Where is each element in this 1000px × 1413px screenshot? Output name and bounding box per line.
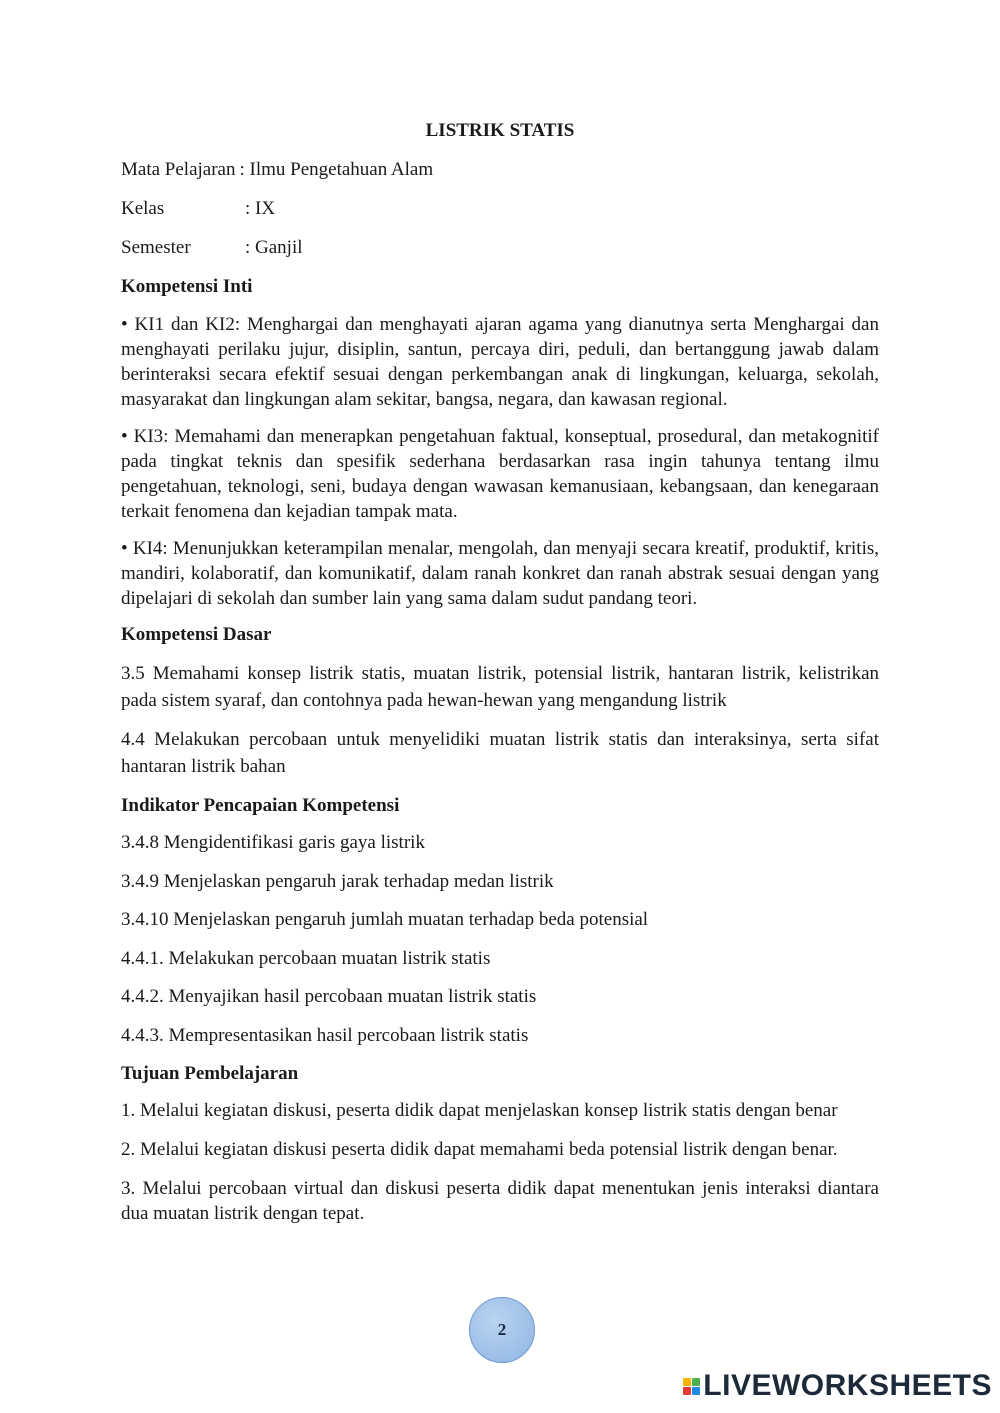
document-page bbox=[121, 118, 879, 1238]
meta-row-semester bbox=[121, 236, 879, 260]
indicator-item: 4.4.2. Menyajikan hasil percobaan muatan listrik statis bbox=[121, 986, 537, 1007]
brand-name: LIVEWORKSHEETS bbox=[703, 1369, 992, 1402]
ki-paragraph: • KI1 dan KI2: Menghargai dan menghayati ajaran agama yang dianutnya serta Menghargai dan menghayati perilaku jujur, disiplin, santun, percaya diri, peduli, dan bertanggung jawab dalam berinteraksi secara efektif sesuai dengan perkembangan anak di lingkungan, keluarga, sekolah, masyarakat dan lingkungan alam sekitar, bangsa, negara, dan kawasan regional. bbox=[121, 314, 879, 410]
meta-label: Kelas bbox=[121, 198, 165, 219]
meta-label: Mata Pelajaran bbox=[121, 159, 236, 180]
indicator-item: 4.4.1. Melakukan percobaan muatan listrik statis bbox=[121, 947, 491, 969]
meta-label: Semester bbox=[121, 237, 191, 258]
heading-kompetensi-dasar: Kompetensi Dasar bbox=[121, 624, 272, 645]
kd-paragraph: 3.5 Memahami konsep listrik statis, muatan listrik, potensial listrik, hantaran listrik, kelistrikan pada sistem syaraf, dan contohnya pada hewan-hewan yang mengandung listrik bbox=[121, 663, 879, 711]
indicator-item: 3.4.9 Menjelaskan pengaruh jarak terhadap medan listrik bbox=[121, 870, 554, 892]
objective-item: 1. Melalui kegiatan diskusi, peserta didik dapat menjelaskan konsep listrik statis dengan benar bbox=[121, 1100, 838, 1121]
meta-value: : Ganjil bbox=[245, 237, 303, 258]
meta-value: : IX bbox=[245, 198, 276, 219]
kd-paragraph: 4.4 Melakukan percobaan untuk menyelidiki muatan listrik statis dan interaksinya, serta sifat hantaran listrik bahan bbox=[121, 729, 879, 777]
indicator-item: 3.4.10 Menjelaskan pengaruh jumlah muatan terhadap beda potensial bbox=[121, 909, 649, 930]
ki-paragraph: • KI3: Memahami dan menerapkan pengetahuan faktual, konseptual, prosedural, dan metakognitif pada tingkat teknis dan spesifik sederhana berdasarkan rasa ingin tahunya tentang ilmu pengetahuan, teknologi, seni, budaya dengan wawasan kemanusiaan, kebangsaan, dan kenegaraan terkait fenomena dan kejadian tampak mata. bbox=[121, 426, 879, 522]
indicator-item: 3.4.8 Mengidentifikasi garis gaya listrik bbox=[121, 832, 425, 853]
meta-row-class bbox=[121, 197, 879, 221]
heading-tujuan: Tujuan Pembelajaran bbox=[121, 1063, 299, 1084]
page-title: LISTRIK STATIS bbox=[425, 120, 575, 141]
heading-indikator: Indikator Pencapaian Kompetensi bbox=[121, 795, 400, 816]
meta-value: : Ilmu Pengetahuan Alam bbox=[239, 159, 434, 180]
brand-squares-icon bbox=[683, 1378, 700, 1395]
liveworksheets-logo bbox=[683, 1369, 992, 1403]
page-number-badge: 2 bbox=[469, 1297, 535, 1363]
indicator-item: 4.4.3. Mempresentasikan hasil percobaan listrik statis bbox=[121, 1024, 529, 1046]
objective-item: 3. Melalui percobaan virtual dan diskusi peserta didik dapat menentukan jenis interaksi diantara dua muatan listrik dengan tepat. bbox=[121, 1178, 879, 1224]
objective-item: 2. Melalui kegiatan diskusi peserta didik dapat memahami beda potensial listrik dengan benar. bbox=[121, 1138, 838, 1160]
meta-row-subject bbox=[121, 158, 879, 182]
ki-paragraph: • KI4: Menunjukkan keterampilan menalar, mengolah, dan menyaji secara kreatif, produktif, kritis, mandiri, kolaboratif, dan komunikatif, dalam ranah konkret dan ranah abstrak sesuai dengan yang dipelajari di sekolah dan sumber lain yang sama dalam sudut pandang teori. bbox=[121, 538, 879, 609]
heading-kompetensi-inti: Kompetensi Inti bbox=[121, 276, 253, 297]
